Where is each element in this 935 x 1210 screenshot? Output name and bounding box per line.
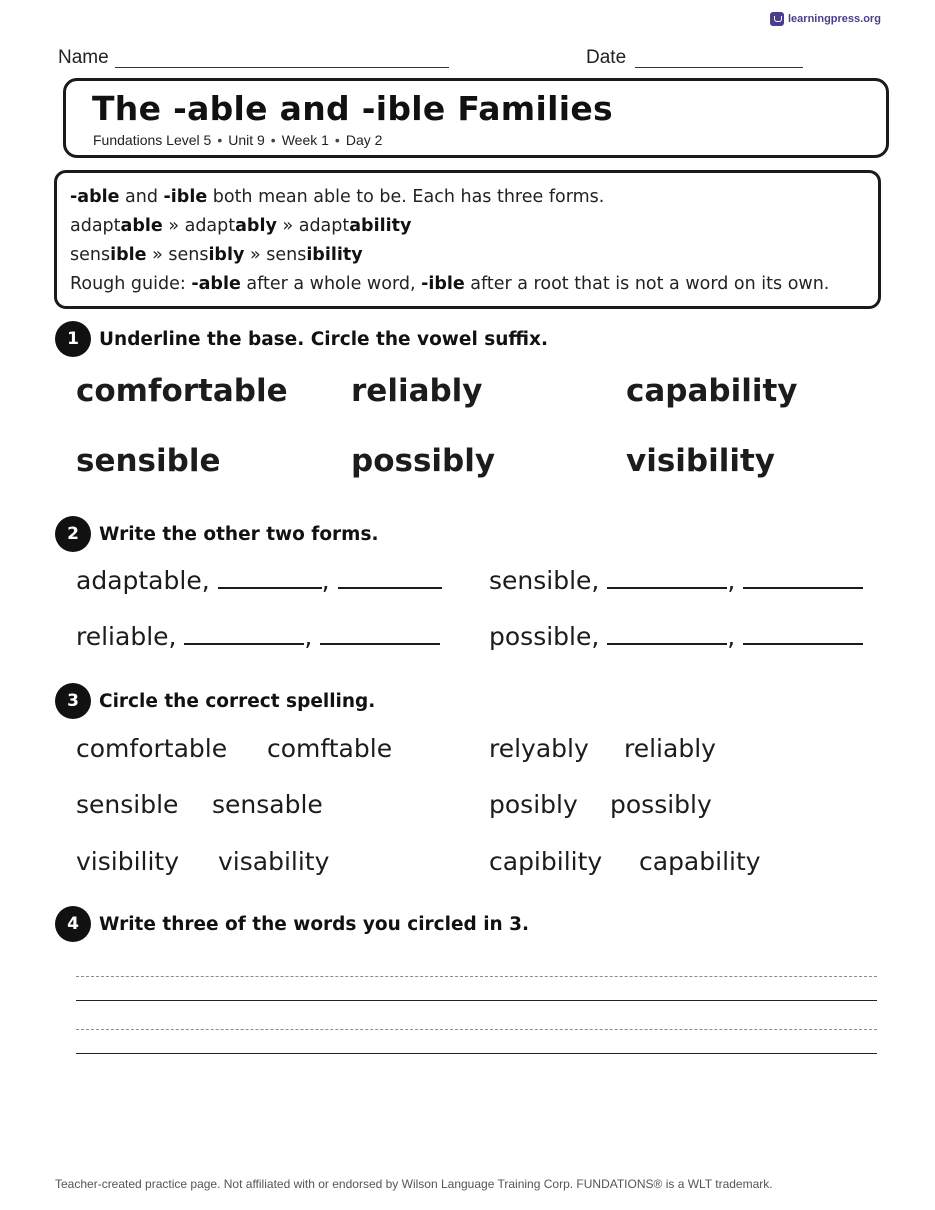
word-item[interactable]: comfortable [76,373,288,409]
forms-item [489,622,863,651]
comma: , [727,622,736,651]
answer-blank[interactable] [743,623,863,645]
base: sens [70,245,111,265]
answer-blank[interactable] [338,567,442,589]
section-number-badge: 4 [55,906,91,942]
suffix: ibly [208,245,245,265]
handwriting-baseline[interactable] [76,1053,877,1054]
info-text: after a root that is not a word on its own. [464,274,830,294]
info-text: Rough guide: [70,274,192,294]
handwriting-baseline[interactable] [76,1000,877,1001]
base: sens [168,245,209,265]
word-item[interactable]: visibility [626,443,776,479]
date-line[interactable] [635,67,803,68]
word-item[interactable]: sensible [76,443,221,479]
answer-blank[interactable] [184,623,304,645]
spelling-option[interactable]: comftable [267,734,393,763]
forms-word: possible, [489,622,600,651]
info-text: both mean able to be. Each has three forms. [207,187,605,207]
arrow-sep: » [244,245,267,265]
base: sens [266,245,307,265]
subtitle-day: Day 2 [345,132,383,148]
info-text: after a whole word, [240,274,422,294]
subtitle-level: Fundations Level 5 [93,132,212,148]
spelling-option[interactable]: possibly [610,790,712,819]
answer-blank[interactable] [218,567,322,589]
section-number-badge: 2 [55,516,91,552]
section-3-heading [55,683,375,719]
subtitle-separator: • [270,132,276,148]
suffix-ible: -ible [163,187,208,207]
spelling-option[interactable]: comfortable [76,734,228,763]
word-item[interactable]: possibly [351,443,496,479]
suffix-ible: -ible [421,274,465,294]
base: adapt [298,216,350,236]
word-item[interactable]: capability [626,373,798,409]
learningpress-logo-icon [770,12,784,26]
forms-word: adaptable, [76,566,210,595]
section-number-badge: 1 [55,321,91,357]
forms-item [76,622,440,651]
suffix: ible [110,245,147,265]
section-title: Underline the base. Circle the vowel suffix. [99,328,549,350]
base: adapt [70,216,121,236]
base: adapt [184,216,236,236]
info-line-2 [70,212,864,241]
arrow-sep: » [146,245,169,265]
answer-blank[interactable] [607,623,727,645]
suffix-able: -able [191,274,241,294]
forms-word: sensible, [489,566,600,595]
footer-disclaimer: Teacher-created practice page. Not affiliated with or endorsed by Wilson Language Training Corp. FUNDATIONS® is a WLT trademark. [55,1177,773,1191]
spelling-option[interactable]: visability [218,847,330,876]
spelling-option[interactable]: reliably [624,734,716,763]
suffix: ability [349,216,412,236]
name-date-row [58,47,818,73]
date-label: Date [586,47,627,68]
answer-blank[interactable] [743,567,863,589]
comma: , [727,566,736,595]
spelling-option[interactable]: visibility [76,847,180,876]
spelling-option[interactable]: capability [639,847,761,876]
spelling-option[interactable]: capibility [489,847,603,876]
subtitle [93,132,382,148]
forms-item [76,566,442,595]
comma: , [321,566,330,595]
subtitle-separator: • [217,132,223,148]
arrow-sep: » [162,216,185,236]
handwriting-midline [76,1029,877,1030]
section-title: Circle the correct spelling. [99,690,376,712]
suffix-able: -able [70,187,120,207]
answer-blank[interactable] [320,623,440,645]
subtitle-separator: • [334,132,340,148]
subtitle-unit: Unit 9 [228,132,265,148]
section-4-heading [55,906,529,942]
arrow-sep: » [276,216,299,236]
spelling-option[interactable]: posibly [489,790,578,819]
subtitle-week: Week 1 [281,132,329,148]
handwriting-midline [76,976,877,977]
spelling-option[interactable]: sensable [212,790,323,819]
name-label: Name [58,47,109,68]
comma: , [304,622,313,651]
info-line-3 [70,241,864,270]
page-title: The -able and -ible Families [92,89,613,128]
section-title: Write three of the words you circled in 3. [99,913,530,935]
info-line-4 [70,270,864,299]
forms-item [489,566,863,595]
info-line-1 [70,183,864,212]
suffix: able [120,216,163,236]
answer-blank[interactable] [607,567,727,589]
suffix: ibility [306,245,363,265]
word-item[interactable]: reliably [351,373,483,409]
forms-word: reliable, [76,622,177,651]
info-box [54,170,881,309]
suffix: ably [235,216,277,236]
spelling-option[interactable]: relyably [489,734,589,763]
section-1-heading [55,321,548,357]
info-text: and [119,187,164,207]
section-title: Write the other two forms. [99,523,379,545]
section-2-heading [55,516,379,552]
name-line[interactable] [115,67,449,68]
title-box [63,78,889,158]
section-number-badge: 3 [55,683,91,719]
spelling-option[interactable]: sensible [76,790,179,819]
brand-text: learningpress.org [788,13,881,25]
brand [770,12,881,26]
